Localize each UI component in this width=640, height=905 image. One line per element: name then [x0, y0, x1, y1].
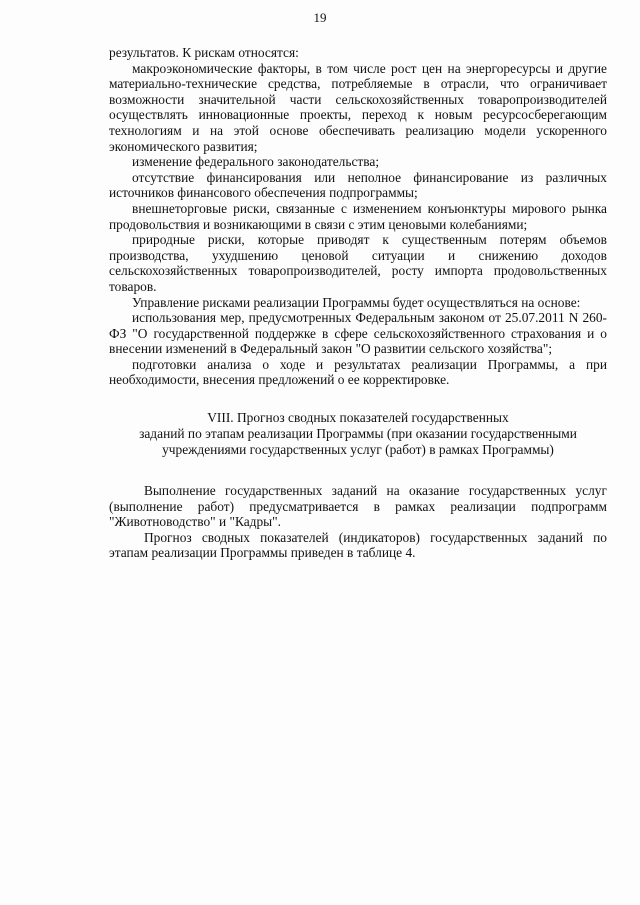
paragraph: макроэкономические факторы, в том числе рост цен на энергоресурсы и другие материально-технические средства, потребляемые в отрасли, что ограничивает возможности значительной части сельскохозяйственных товаропроизводителей осуществлять инновационные проекты, переход к новым ресурсосберегающим технологиям и на этой основе обеспечивать реализацию модели ускоренного экономического развития; — [109, 60, 607, 154]
page-number: 19 — [313, 10, 327, 25]
section-heading-line: VIII. Прогноз сводных показателей государственных — [207, 410, 509, 426]
paragraph: подготовки анализа о ходе и результатах реализации Программы, а при необходимости, внесения предложений о ее корректировке. — [109, 356, 607, 388]
paragraph: изменение федерального законодательства; — [132, 154, 380, 170]
section-heading-line: заданий по этапам реализации Программы (при оказании государственными — [139, 426, 577, 442]
section-heading — [109, 410, 607, 458]
section-heading-line: учреждениями государственных услуг (работ) в рамках Программы) — [162, 442, 554, 458]
paragraph: Управление рисками реализации Программы будет осуществляться на основе: — [132, 294, 581, 310]
spacer — [109, 458, 607, 483]
paragraph: Выполнение государственных заданий на оказание государственных услуг (выполнение работ) предусматривается в рамках реализации подпрограмм "Животноводство" и "Кадры". — [109, 483, 607, 530]
paragraph: использования мер, предусмотренных Федеральным законом от 25.07.2011 N 260-ФЗ "О государственной поддержке в сфере сельскохозяйственного страхования и о внесении изменений в Федеральный закон "О развитии сельского хозяйства"; — [109, 310, 607, 357]
paragraph: Прогноз сводных показателей (индикаторов) государственных заданий по этапам реализации Программы приведен в таблице 4. — [109, 529, 607, 561]
paragraph: внешнеторговые риски, связанные с изменением конъюнктуры мирового рынка продовольствия и возникающими в связи с этим ценовыми колебаниями; — [109, 200, 607, 232]
document-body — [109, 45, 607, 561]
paragraph: отсутствие финансирования или неполное финансирование из различных источников финансового обеспечения подпрограммы; — [109, 169, 607, 201]
paragraph: природные риски, которые приводят к существенным потерям объемов производства, ухудшению ценовой ситуации и снижению доходов сельскохозяйственных товаропроизводителей, росту импорта продовольственных товаров. — [109, 232, 607, 294]
paragraph: результатов. К рискам относятся: — [109, 45, 299, 60]
